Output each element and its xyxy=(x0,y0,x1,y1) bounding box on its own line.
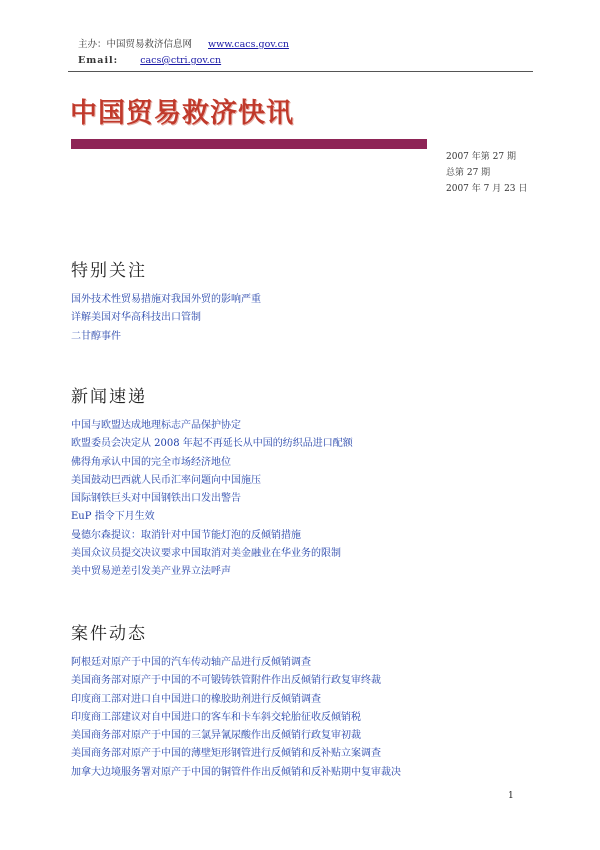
total-issue-number: 总第 27 期 xyxy=(446,168,491,178)
title-accent-bar xyxy=(71,139,427,149)
section-special-focus xyxy=(71,255,261,346)
article-link[interactable]: 美国商务部对原产于中国的三氯异氰尿酸作出反倾销行政复审初裁 xyxy=(71,730,361,742)
article-link[interactable]: 美国鼓动巴西就人民币汇率问题向中国施压 xyxy=(71,474,261,486)
page-number: 1 xyxy=(508,791,514,801)
header-row-email xyxy=(78,53,289,69)
article-link[interactable]: 中国与欧盟达成地理标志产品保护协定 xyxy=(71,420,241,431)
article-link[interactable]: EuP 指令下月生效 xyxy=(71,511,155,523)
article-link[interactable]: 国际钢铁巨头对中国钢铁出口发出警告 xyxy=(71,493,241,505)
section-heading: 新闻速递 xyxy=(71,387,147,407)
section-heading: 案件动态 xyxy=(71,624,147,644)
website-link[interactable]: www.cacs.gov.cn xyxy=(208,39,290,50)
sponsor-text: 主办：中国贸易救济信息网 xyxy=(78,39,193,50)
article-link[interactable]: 二甘醇事件 xyxy=(71,330,121,342)
article-link[interactable]: 美中贸易逆差引发美产业界立法呼声 xyxy=(71,566,231,578)
issue-info xyxy=(446,149,527,197)
article-list xyxy=(71,654,401,782)
article-link[interactable]: 美国商务部对原产于中国的不可锻铸铁管附件作出反倾销行政复审终裁 xyxy=(71,675,381,687)
issue-number: 2007 年第 27 期 xyxy=(446,152,516,162)
article-list xyxy=(71,417,353,582)
article-link[interactable]: 国外技术性贸易措施对我国外贸的影响严重 xyxy=(71,294,261,305)
header-divider xyxy=(68,71,533,72)
section-case-updates xyxy=(71,618,401,782)
header-row-sponsor xyxy=(78,37,289,53)
article-link[interactable]: 印度商工部建议对自中国进口的客车和卡车斜交轮胎征收反倾销税 xyxy=(71,711,361,723)
newsletter-title: 中国贸易救济快讯 xyxy=(70,98,294,129)
page-header xyxy=(78,37,289,69)
article-list xyxy=(71,291,261,346)
issue-date: 2007 年 7 月 23 日 xyxy=(446,184,528,194)
article-link[interactable]: 美国商务部对原产于中国的薄壁矩形钢管进行反倾销和反补贴立案调查 xyxy=(71,748,381,760)
article-link[interactable]: 曼德尔森提议：取消针对中国节能灯泡的反倾销措施 xyxy=(71,529,301,541)
article-link[interactable]: 详解美国对华高科技出口管制 xyxy=(71,312,201,324)
article-link[interactable]: 加拿大边境服务署对原产于中国的铜管件作出反倾销和反补贴期中复审裁决 xyxy=(71,766,401,778)
email-link[interactable]: cacs@ctri.gov.cn xyxy=(140,55,222,66)
email-label: Email: xyxy=(78,55,119,66)
article-link[interactable]: 欧盟委员会决定从 2008 年起不再延长从中国的纺织品进口配额 xyxy=(71,438,353,450)
article-link[interactable]: 阿根廷对原产于中国的汽车传动轴产品进行反倾销调查 xyxy=(71,657,311,668)
article-link[interactable]: 印度商工部对进口自中国进口的橡胶助剂进行反倾销调查 xyxy=(71,693,321,705)
article-link[interactable]: 佛得角承认中国的完全市场经济地位 xyxy=(71,456,231,468)
article-link[interactable]: 美国众议员提交决议要求中国取消对美金融业在华业务的限制 xyxy=(71,548,341,560)
section-news-express xyxy=(71,381,353,582)
section-heading: 特别关注 xyxy=(71,261,147,281)
